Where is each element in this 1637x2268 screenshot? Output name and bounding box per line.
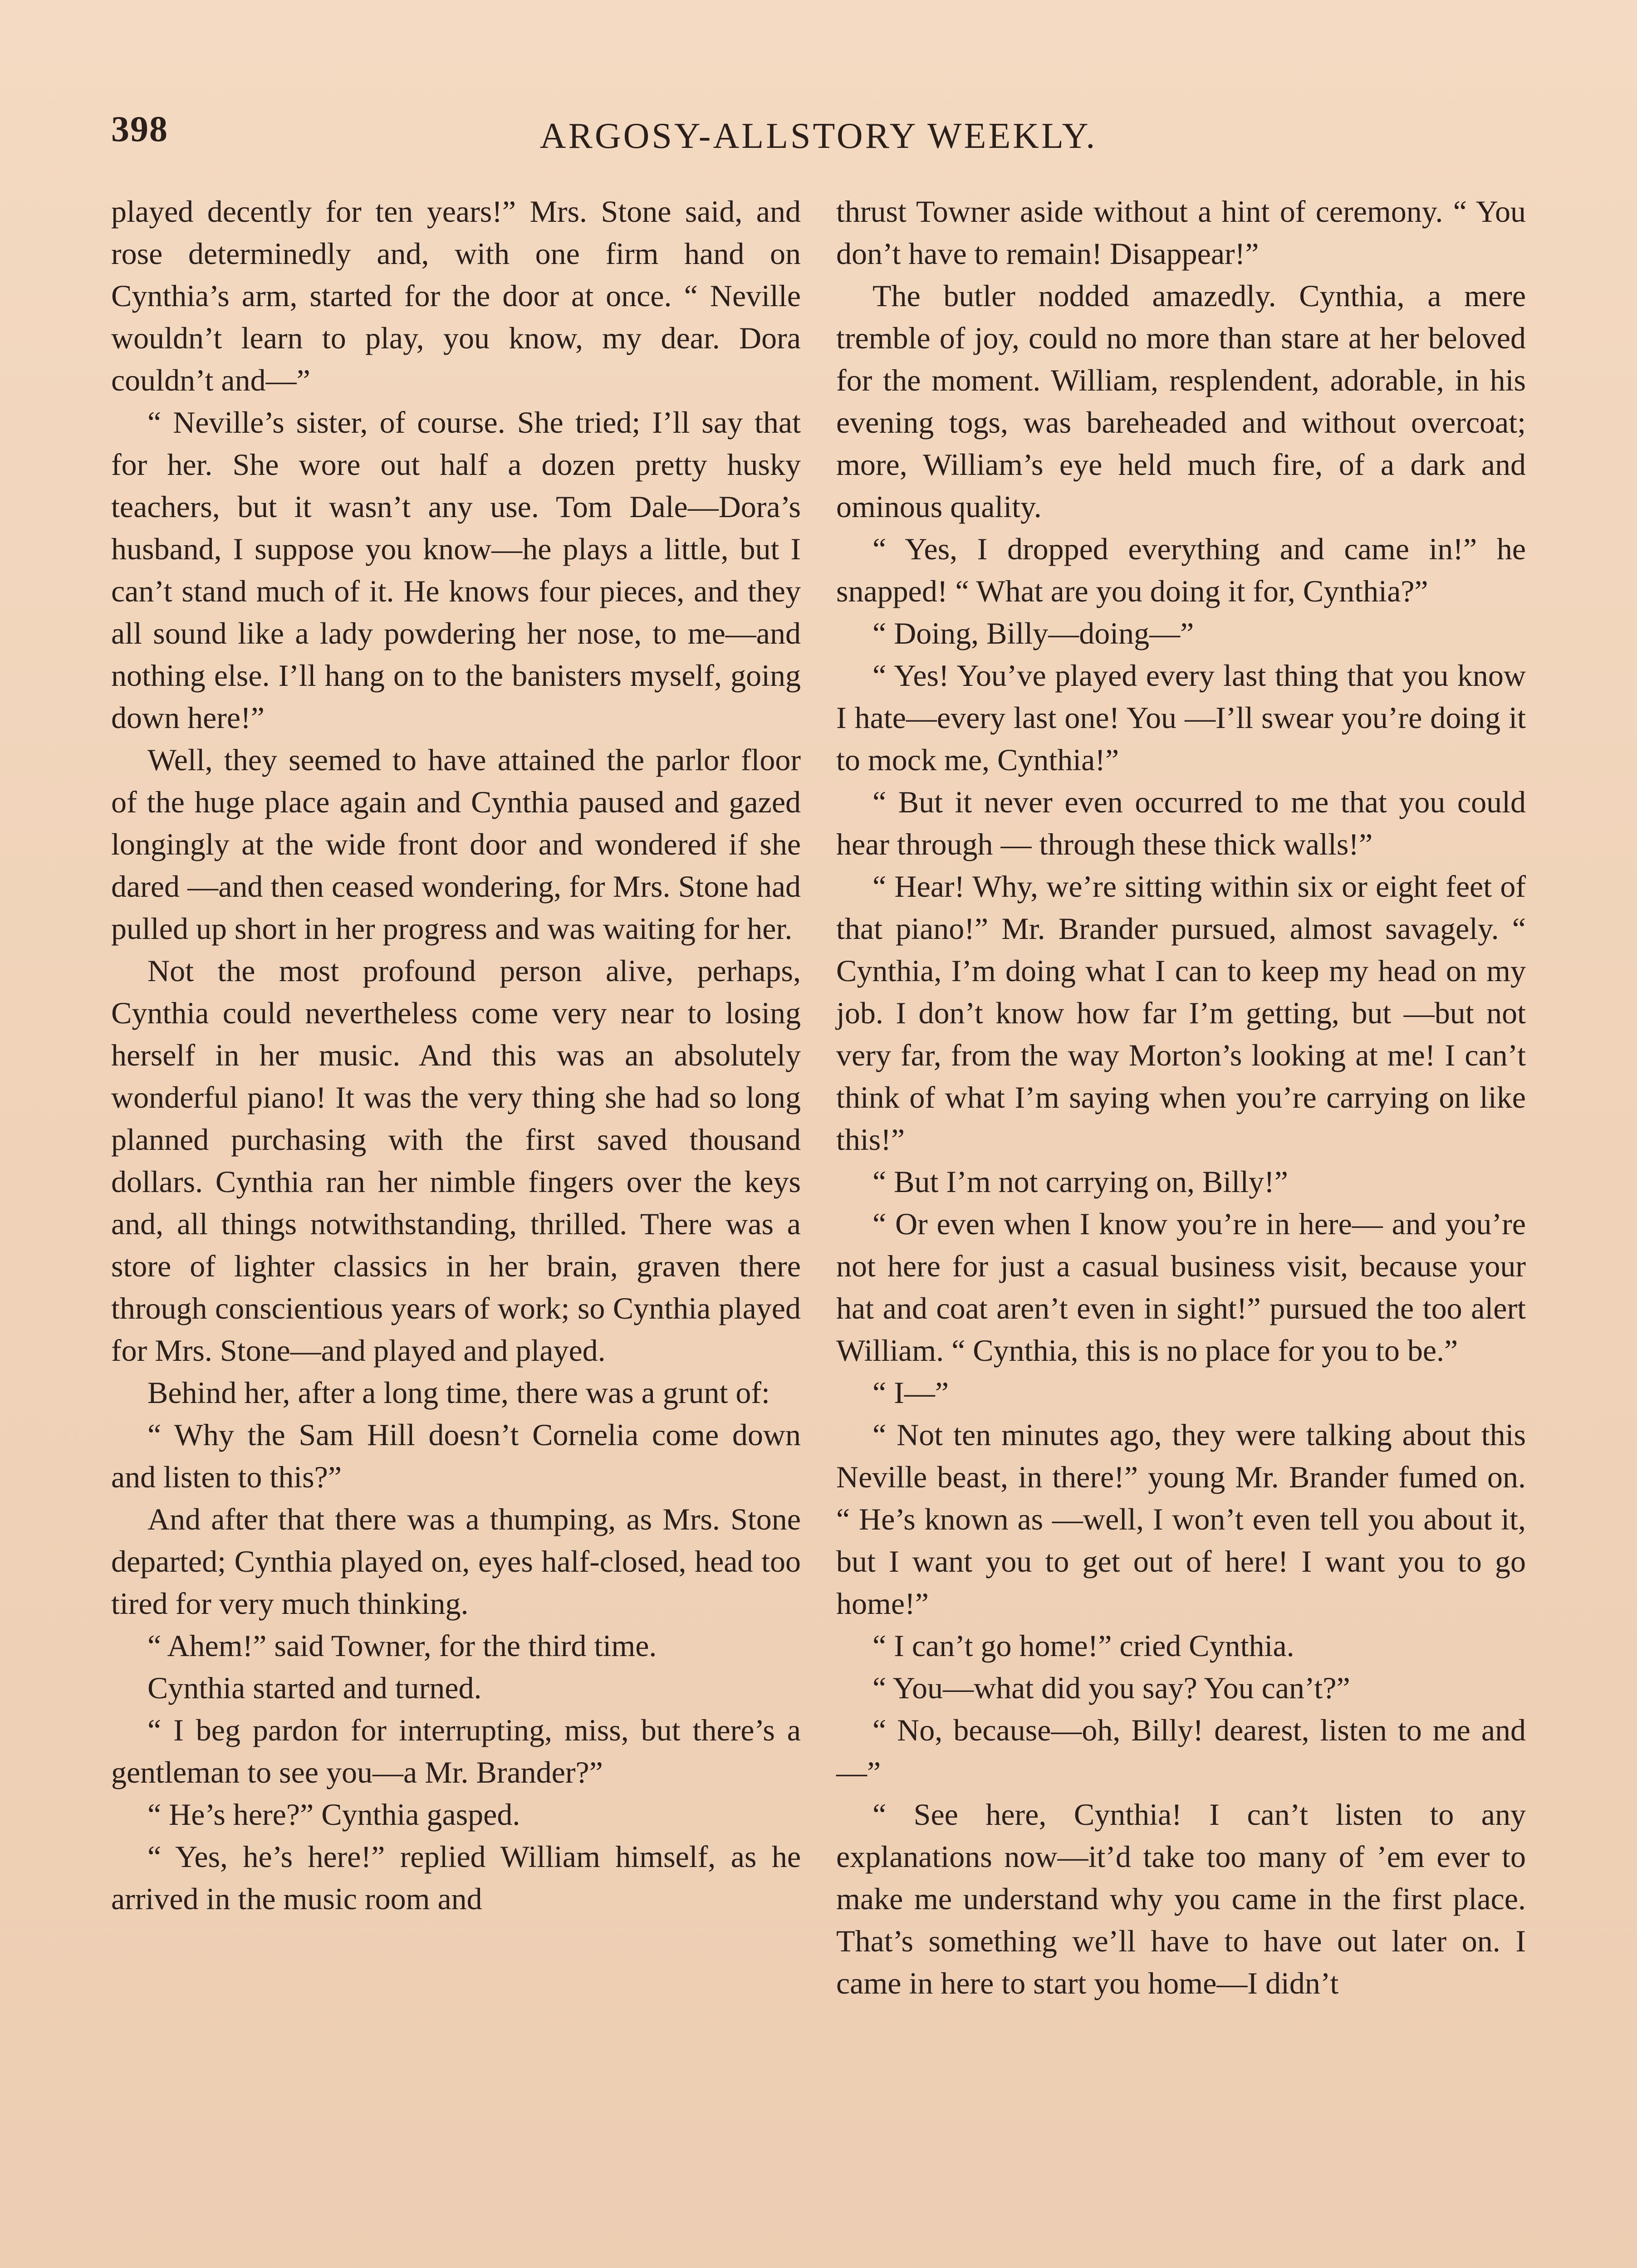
page-header bbox=[111, 109, 1526, 163]
paragraph: “ See here, Cynthia! I can’t listen to any explanations now—it’d take too many of ’em ever to make me understand why you came in the first place. That’s something we’ll have to have out later on. I came in here to start you home—I didn’t bbox=[836, 1797, 1526, 2000]
paragraph: “ But it never even occurred to me that you could hear through — through these thick walls!” bbox=[836, 785, 1526, 861]
paragraph: “ I can’t go home!” cried Cynthia. bbox=[872, 1628, 1294, 1663]
right-column bbox=[836, 191, 1526, 2004]
paragraph: “ Not ten minutes ago, they were talking about this Neville beast, in there!” young Mr. Brander fumed on. “ He’s known as —well, I won’t even tell you about it, but I want you to get out of here! I want you to go home!” bbox=[836, 1418, 1526, 1621]
paragraph: The butler nodded amazedly. Cynthia, a mere tremble of joy, could no more than stare at her beloved for the moment. William, resplendent, adorable, in his evening togs, was bareheaded and without overcoat; more, William’s eye held much fire, of a dark and ominous quality. bbox=[836, 279, 1526, 524]
left-column bbox=[111, 191, 801, 2004]
text-columns bbox=[111, 191, 1526, 2004]
paragraph: Not the most profound person alive, perhaps, Cynthia could nevertheless come very near to losing herself in her music. And this was an absolutely wonderful piano! It was the very thing she had so long planned purchasing with the first saved thousand dollars. Cynthia ran her nimble fingers over the keys and, all things notwithstanding, thrilled. There was a store of lighter classics in her brain, graven there through conscientious years of work; so Cynthia played for Mrs. Stone—and played and played. bbox=[111, 953, 801, 1368]
paragraph: Behind her, after a long time, there was a grunt of: bbox=[147, 1375, 770, 1410]
paragraph: thrust Towner aside without a hint of ceremony. “ You don’t have to remain! Disappear!” bbox=[836, 194, 1526, 271]
running-title: ARGOSY-ALLSTORY WEEKLY. bbox=[539, 116, 1098, 156]
paragraph: “ Ahem!” said Towner, for the third time. bbox=[147, 1628, 657, 1663]
paragraph: played decently for ten years!” Mrs. Stone said, and rose determinedly and, with one firm hand on Cynthia’s arm, started for the door at once. “ Neville wouldn’t learn to play, you know, my dear. Dora couldn’t and—” bbox=[111, 194, 801, 397]
paragraph: “ Or even when I know you’re in here— and you’re not here for just a casual business visit, because your hat and coat aren’t even in sight!” pursued the too alert William. “ Cynthia, this is no place for you to be.” bbox=[836, 1207, 1526, 1368]
paragraph: And after that there was a thumping, as Mrs. Stone departed; Cynthia played on, eyes half-closed, head too tired for very much thinking. bbox=[111, 1502, 801, 1621]
page-number: 398 bbox=[111, 109, 168, 149]
paragraph: “ Why the Sam Hill doesn’t Cornelia come down and listen to this?” bbox=[111, 1418, 801, 1494]
paragraph: “ Neville’s sister, of course. She tried; I’ll say that for her. She wore out half a dozen pretty husky teachers, but it wasn’t any use. Tom Dale—Dora’s husband, I suppose you know—he plays a little, but I can’t stand much of it. He knows four pieces, and they all sound like a lady powdering her nose, to me—and nothing else. I’ll hang on to the banisters myself, going down here!” bbox=[111, 405, 801, 735]
paragraph: “ I beg pardon for interrupting, miss, but there’s a gentleman to see you—a Mr. Brander?” bbox=[111, 1713, 801, 1789]
paragraph: “ Doing, Billy—doing—” bbox=[872, 616, 1194, 650]
paragraph: “ Yes, I dropped everything and came in!” he snapped! “ What are you doing it for, Cynthia?” bbox=[836, 532, 1526, 608]
paragraph: Cynthia started and turned. bbox=[147, 1671, 482, 1705]
paragraph: “ He’s here?” Cynthia gasped. bbox=[147, 1797, 520, 1832]
paragraph: “ But I’m not carrying on, Billy!” bbox=[872, 1164, 1288, 1199]
paragraph: “ I—” bbox=[872, 1375, 949, 1410]
paragraph: “ Yes, he’s here!” replied William himself, as he arrived in the music room and bbox=[111, 1839, 801, 1916]
paragraph: “ No, because—oh, Billy! dearest, listen to me and—” bbox=[836, 1713, 1526, 1789]
paragraph: “ Yes! You’ve played every last thing that you know I hate—every last one! You —I’ll swear you’re doing it to mock me, Cynthia!” bbox=[836, 658, 1526, 777]
paragraph: “ Hear! Why, we’re sitting within six or eight feet of that piano!” Mr. Brander pursued, almost savagely. “ Cynthia, I’m doing what I can to keep my head on my job. I don’t know how far I’m getting, but —but not very far, from the way Morton’s looking at me! I can’t think of what I’m saying when you’re carrying on like this!” bbox=[836, 869, 1526, 1157]
paragraph: Well, they seemed to have attained the parlor floor of the huge place again and Cynthia paused and gazed longingly at the wide front door and wondered if she dared —and then ceased wondering, for Mrs. Stone had pulled up short in her progress and was waiting for her. bbox=[111, 743, 801, 946]
paragraph: “ You—what did you say? You can’t?” bbox=[872, 1671, 1350, 1705]
